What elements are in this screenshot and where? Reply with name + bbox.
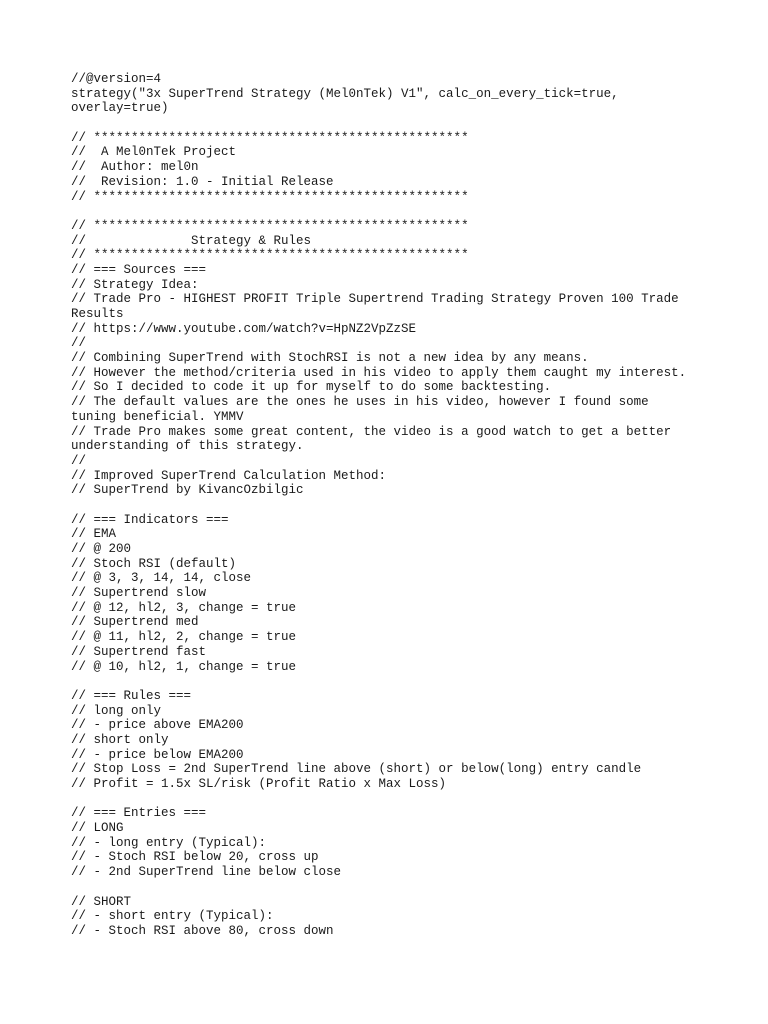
code-line: // Revision: 1.0 - Initial Release — [71, 174, 334, 189]
code-line: // Supertrend slow — [71, 586, 207, 601]
code-line: //@version=4 — [71, 72, 162, 86]
code-line: // Stop Loss = 2nd SuperTrend line above (short) or below(long) entry candle — [71, 762, 642, 777]
code-line: // ************************************************** — [71, 130, 469, 145]
code-line: // @ 3, 3, 14, 14, close — [71, 571, 252, 586]
code-line: // Author: mel0n — [71, 160, 199, 175]
code-line: // So I decided to code it up for myself to do some backtesting. — [71, 380, 552, 395]
code-line: // - Stoch RSI below 20, cross up — [71, 850, 319, 865]
code-line: // @ 12, hl2, 3, change = true — [71, 600, 297, 615]
code-line: // Trade Pro makes some great content, the video is a good watch to get a better — [71, 424, 672, 439]
code-line — [71, 880, 711, 895]
code-line: // The default values are the ones he uses in his video, however I found some — [71, 395, 649, 410]
code-line: // short only — [71, 732, 169, 747]
code-line: // Stoch RSI (default) — [71, 556, 237, 571]
code-line: // - long entry (Typical): — [71, 835, 267, 850]
code-line: // === Indicators === — [71, 512, 229, 527]
code-line — [71, 116, 711, 131]
code-line — [71, 674, 711, 689]
code-line: // === Rules === — [71, 688, 192, 703]
code-line: // - short entry (Typical): — [71, 909, 274, 924]
code-line: // However the method/criteria used in his video to apply them caught my interest. — [71, 365, 687, 380]
code-line: // Profit = 1.5x SL/risk (Profit Ratio x Max Loss) — [71, 777, 447, 791]
code-line: // long only — [71, 703, 162, 718]
code-line: understanding of this strategy. — [71, 439, 304, 454]
code-line: // EMA — [71, 527, 117, 542]
code-line: // - Stoch RSI above 80, cross down — [71, 923, 334, 938]
code-line: // — [71, 336, 87, 351]
code-line: // @ 200 — [71, 542, 132, 556]
code-line: // Trade Pro - HIGHEST PROFIT Triple Supertrend Trading Strategy Proven 100 Trade — [71, 292, 679, 307]
code-line: // A Mel0nTek Project — [71, 145, 237, 160]
code-line: // @ 11, hl2, 2, change = true — [71, 630, 297, 645]
code-line: // === Sources === — [71, 262, 207, 277]
code-document — [71, 72, 711, 939]
code-line: // Supertrend fast — [71, 644, 207, 659]
code-line — [71, 498, 711, 513]
code-line: // SHORT — [71, 894, 132, 909]
code-line: // SuperTrend by KivancOzbilgic — [71, 483, 304, 498]
code-line: // === Entries === — [71, 806, 207, 821]
code-line: // Supertrend med — [71, 615, 199, 630]
code-line: // - price above EMA200 — [71, 718, 244, 733]
code-line: // Strategy Idea: — [71, 277, 199, 292]
code-line: // Improved SuperTrend Calculation Method: — [71, 468, 387, 483]
code-line — [71, 792, 711, 807]
code-line: // ************************************************** — [71, 218, 469, 233]
code-line: strategy("3x SuperTrend Strategy (Mel0nTek) V1", calc_on_every_tick=true, — [71, 86, 619, 101]
code-line: // - price below EMA200 — [71, 747, 244, 762]
code-line: // Combining SuperTrend with StochRSI is not a new idea by any means. — [71, 351, 589, 366]
code-line: Results — [71, 307, 124, 321]
code-line: // ************************************************** — [71, 189, 469, 204]
code-line — [71, 204, 711, 219]
code-line: overlay=true) — [71, 101, 169, 116]
code-line: // — [71, 453, 87, 468]
code-line: // @ 10, hl2, 1, change = true — [71, 659, 297, 674]
code-line: // ************************************************** — [71, 248, 469, 263]
code-line: // LONG — [71, 821, 124, 836]
code-line: // https://www.youtube.com/watch?v=HpNZ2VpZzSE — [71, 321, 417, 336]
code-line: tuning beneficial. YMMV — [71, 409, 244, 424]
code-line: // - 2nd SuperTrend line below close — [71, 865, 342, 880]
code-line: // Strategy & Rules — [71, 233, 312, 248]
